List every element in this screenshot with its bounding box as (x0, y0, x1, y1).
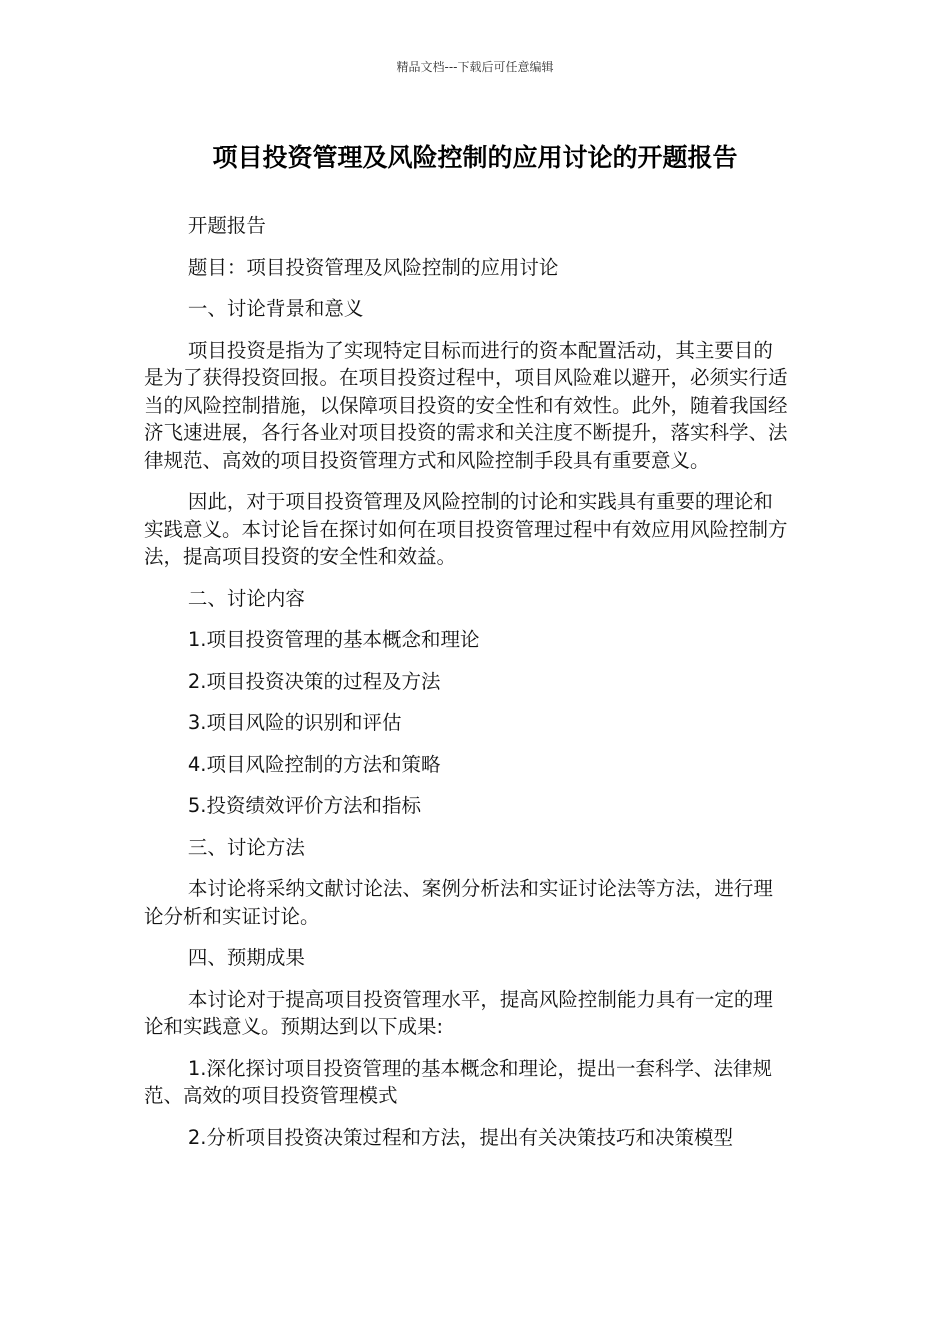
header-note: 精品文档---下载后可任意编辑 (396, 60, 554, 74)
list-item-content-3: 3.项目风险的识别和评估 (187, 711, 402, 734)
document-title: 项目投资管理及风险控制的应用讨论的开题报告 (212, 143, 738, 172)
paragraph-topic: 题目：项目投资管理及风险控制的应用讨论 (187, 255, 559, 279)
list-item-content-4: 4.项目风险控制的方法和策略 (187, 752, 441, 776)
paragraph-results: 本讨论对于提高项目投资管理水平，提高风险控制能力具有一定的理论和实践意义。预期达到以下成果: (144, 987, 773, 1038)
list-item-result-1: 1.深化探讨项目投资管理的基本概念和理论，提出一套科学、法律规范、高效的项目投资管理模式 (144, 1056, 772, 1107)
document-body (144, 212, 792, 1165)
section-heading-method: 三、讨论方法 (187, 835, 305, 859)
paragraph-background: 项目投资是指为了实现特定目标而进行的资本配置活动，其主要目的是为了获得投资回报。在项目投资过程中，项目风险难以避开，必须实行适当的风险控制措施，以保障项目投资的安全性和有效性。此外，随着我国经济飞速进展，各行各业对项目投资的需求和关注度不断提升，落实科学、法律规范、高效的项目投资管理方式和风险控制手段具有重要意义。 (144, 338, 788, 472)
list-item-result-2: 2.分析项目投资决策过程和方法，提出有关决策技巧和决策模型 (187, 1125, 733, 1149)
paragraph-significance: 因此，对于项目投资管理及风险控制的讨论和实践具有重要的理论和实践意义。本讨论旨在探讨如何在项目投资管理过程中有效应用风险控制方法，提高项目投资的安全性和效益。 (144, 490, 788, 568)
paragraph-method: 本讨论将采纳文献讨论法、案例分析法和实证讨论法等方法，进行理论分析和实证讨论。 (144, 877, 773, 928)
list-item-content-5: 5.投资绩效评价方法和指标 (187, 794, 421, 817)
section-heading-background: 一、讨论背景和意义 (187, 297, 364, 320)
list-item-content-2: 2.项目投资决策的过程及方法 (187, 669, 441, 693)
list-item-content-1: 1.项目投资管理的基本概念和理论 (187, 628, 480, 651)
section-heading-results: 四、预期成果 (187, 946, 305, 969)
paragraph-report-label: 开题报告 (187, 214, 266, 237)
section-heading-content: 二、讨论内容 (187, 586, 305, 610)
